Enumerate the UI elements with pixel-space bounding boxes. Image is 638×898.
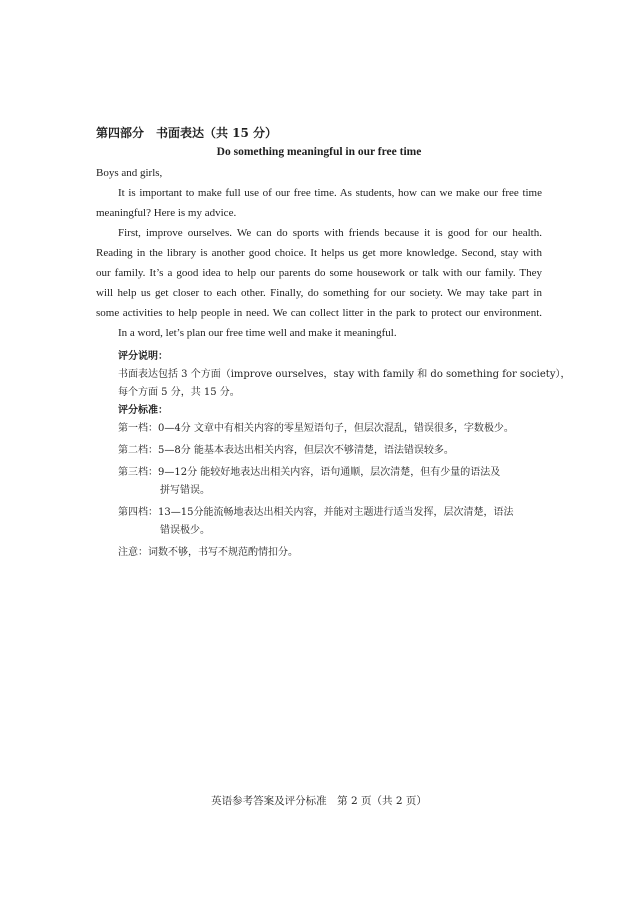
scoring-note: 注意：词数不够，书写不规范酌情扣分。 [118, 547, 298, 558]
essay-greeting: Boys and girls, [96, 167, 163, 179]
section-heading: 第四部分 书面表达（共 15 分） [96, 126, 278, 140]
grade-band-2: 第二档：5—8分 能基本表达出相关内容，但层次不够清楚，语法错误较多。 [118, 445, 454, 456]
page-footer: 英语参考答案及评分标准 第 2 页（共 2 页） [211, 795, 427, 807]
essay-line: will help us get closer to each other. Finally, do something for our society. We may take part in [96, 287, 542, 299]
scoring-explanation-label: 评分说明： [118, 351, 168, 362]
essay-line: It is important to make full use of our free time. As students, how can we make our free time [118, 187, 542, 199]
scoring-explanation-line: 书面表达包括 3 个方面（improve ourselves，stay with family 和 do something for society）， [118, 369, 571, 380]
essay-line: our family. It’s a good idea to help our parents do some housework or talk with our family. They [96, 267, 542, 279]
scoring-criteria-label: 评分标准： [118, 405, 168, 416]
essay-line: some activities to help people in need. We can collect litter in the park to protect our environment. [96, 307, 542, 319]
scoring-guide [118, 348, 571, 562]
essay-line: Reading in the library is another good choice. It helps us get more knowledge. Second, stay with [96, 247, 542, 259]
grade-band-3: 第三档：9—12分 能较好地表达出相关内容，语句通顺，层次清楚，但有少量的语法及 [118, 467, 501, 478]
essay-title: Do something meaningful in our free time [216, 146, 422, 158]
grade-band-1: 第一档：0—4分 文章中有相关内容的零星短语句子，但层次混乱，错误很多，字数极少。 [118, 423, 514, 434]
grade-band-4: 第四档：13—15分能流畅地表达出相关内容，并能对主题进行适当发挥，层次清楚，语法 [118, 507, 514, 518]
essay-line: In a word, let’s plan our free time well and make it meaningful. [118, 327, 397, 339]
grade-band-4-continued: 错误极少。 [160, 525, 210, 536]
grade-band-3-continued: 拼写错误。 [160, 485, 210, 496]
model-essay [96, 163, 542, 343]
essay-line: meaningful? Here is my advice. [96, 207, 237, 219]
scoring-explanation-line: 每个方面 5 分，共 15 分。 [118, 387, 240, 398]
essay-line: First, improve ourselves. We can do sports with friends because it is good for our health. [118, 227, 542, 239]
